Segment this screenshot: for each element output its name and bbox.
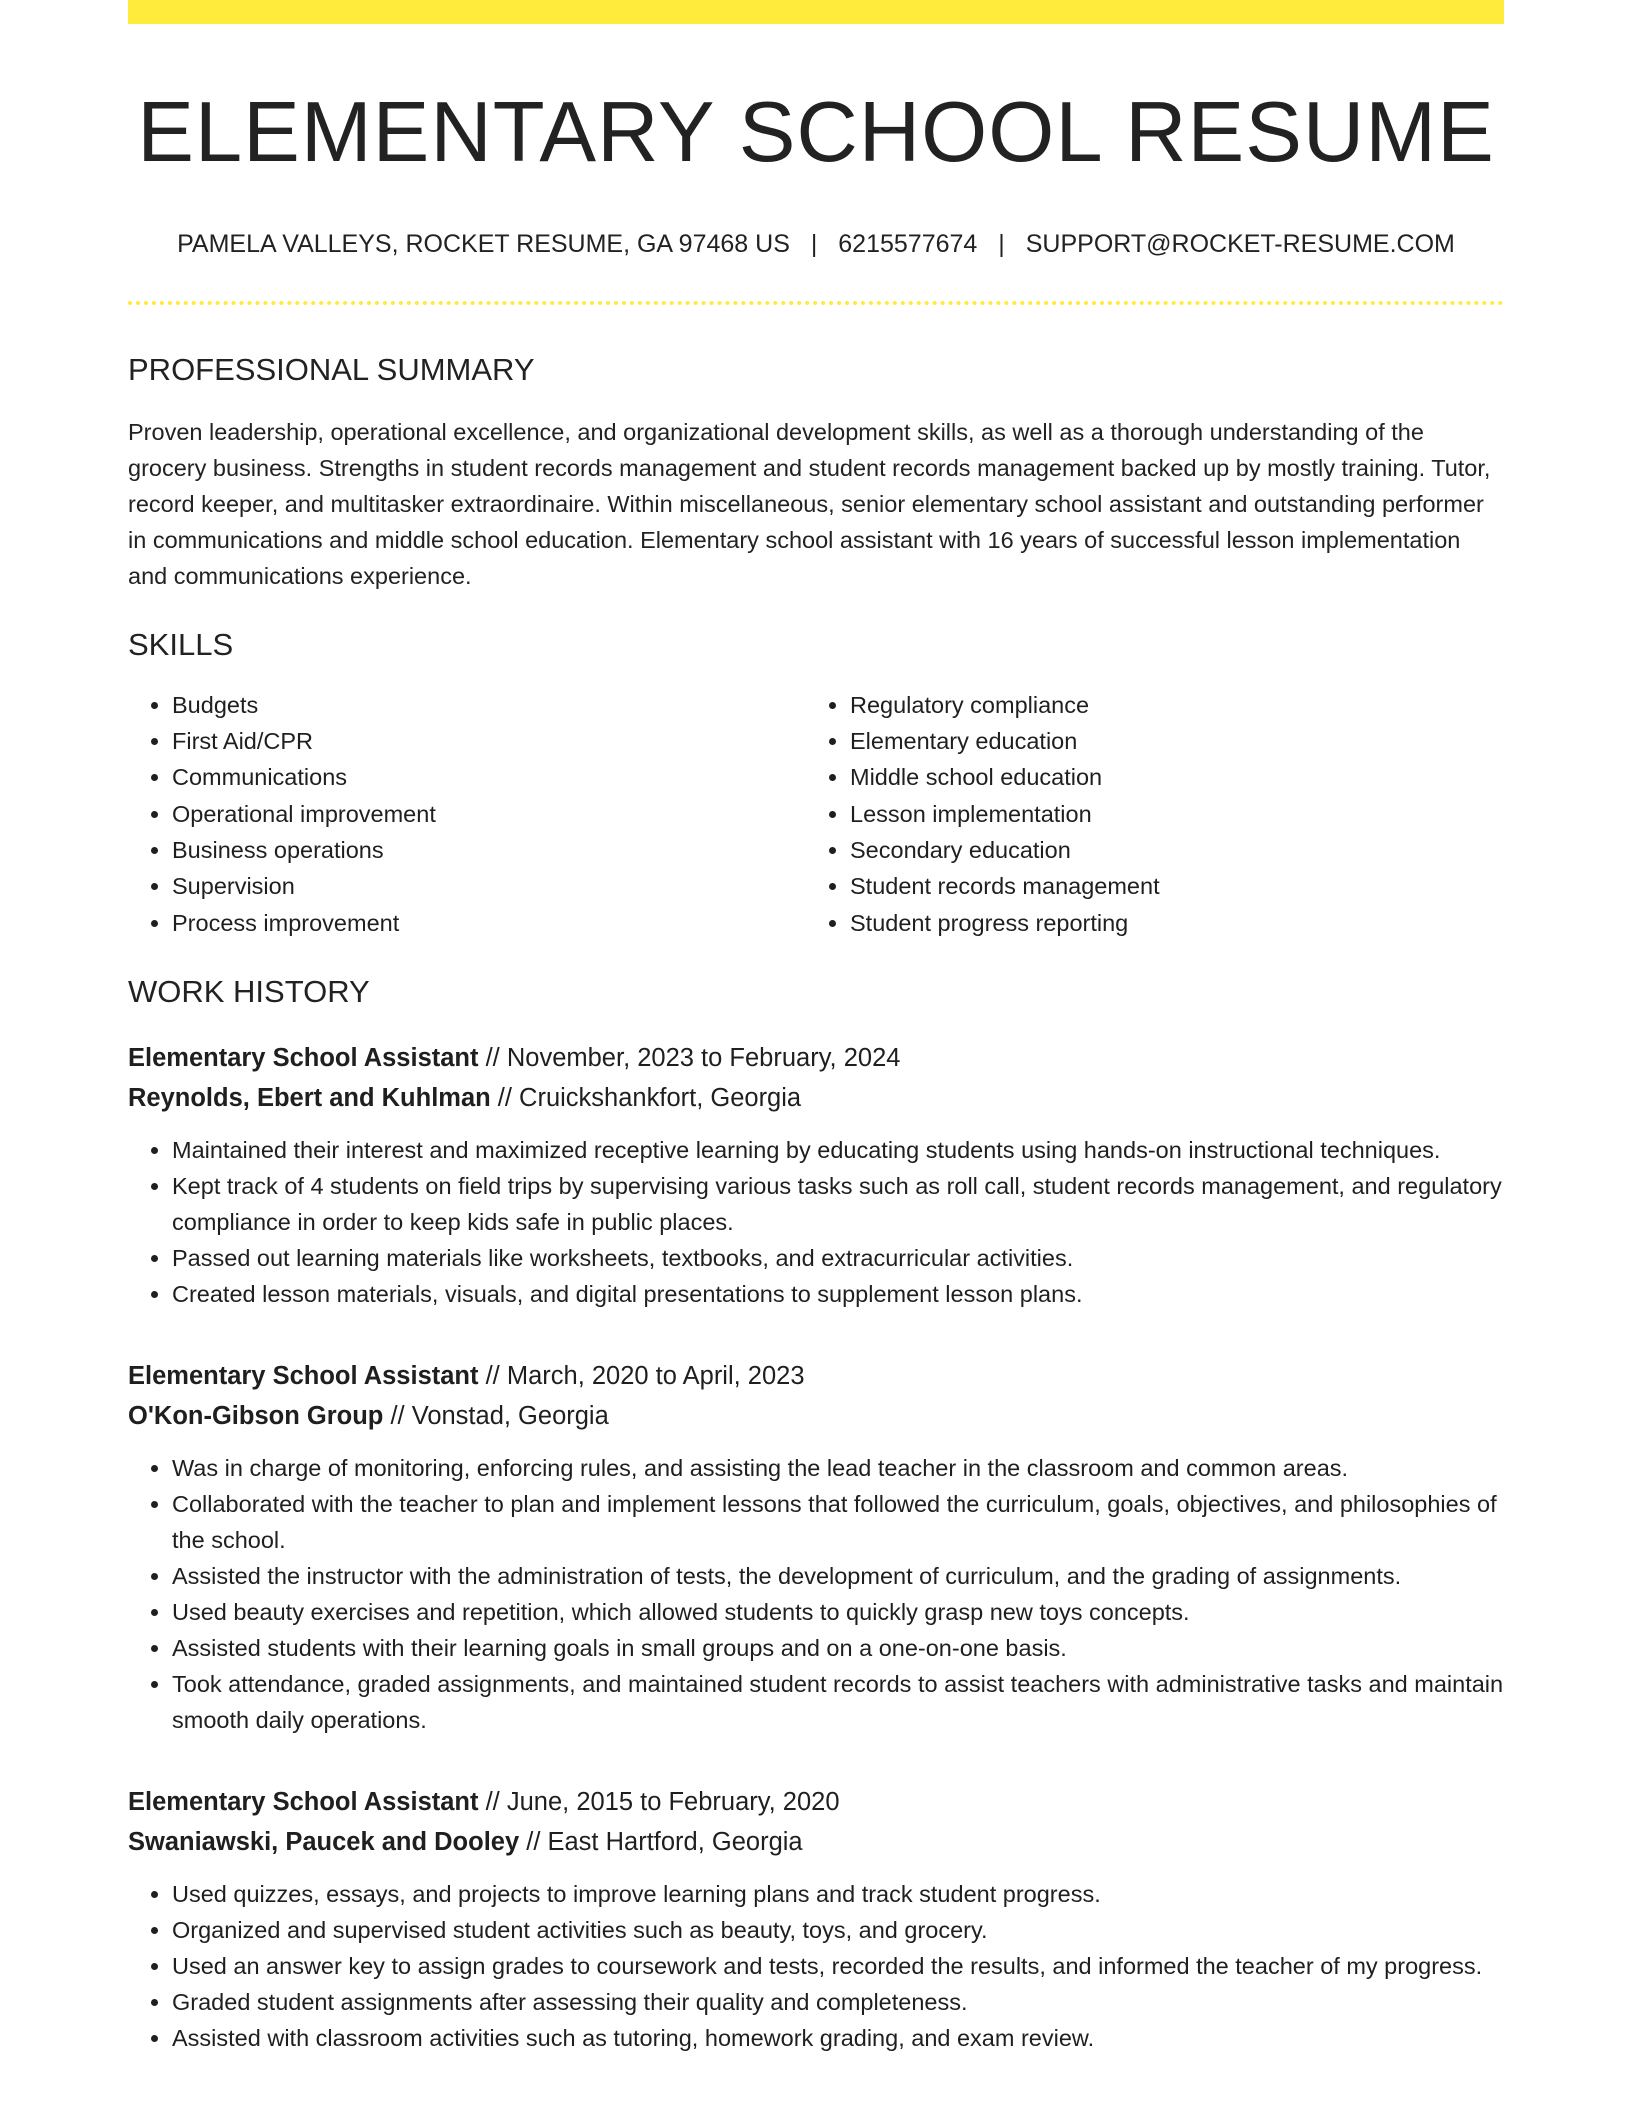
skills-list [128, 687, 1504, 941]
job-bullet: • Was in charge of monitoring, enforcing rules, and assisting the lead teacher in the classroom and common areas. [172, 1450, 1504, 1486]
skill-item: • Business operations [172, 832, 806, 868]
job-title: Elementary School Assistant [128, 1788, 479, 1817]
job-company-line [128, 1078, 1504, 1118]
skills-column-left [128, 687, 806, 941]
job-company: O'Kon-Gibson Group [128, 1402, 384, 1431]
skills-column-right [806, 687, 1484, 941]
job-entry [128, 1038, 1504, 1312]
job-entry [128, 1782, 1504, 2056]
job-bullet: • Assisted with classroom activities such as tutoring, homework grading, and exam review. [172, 2020, 1504, 2056]
job-title-line [128, 1038, 1504, 1078]
job-title-line [128, 1782, 1504, 1822]
job-bullet: • Organized and supervised student activities such as beauty, toys, and grocery. [172, 1912, 1504, 1948]
contact-address: PAMELA VALLEYS, ROCKET RESUME, GA 97468 US [177, 230, 790, 258]
contact-line [128, 228, 1504, 261]
job-title: Elementary School Assistant [128, 1362, 479, 1391]
job-bullet: • Used an answer key to assign grades to coursework and tests, recorded the results, and informed the teacher of my progress. [172, 1948, 1504, 1984]
summary-heading: PROFESSIONAL SUMMARY [128, 351, 535, 387]
resume-page [128, 0, 1504, 2056]
skill-item: • Communications [172, 759, 806, 795]
job-bullet: • Used quizzes, essays, and projects to improve learning plans and track student progress. [172, 1876, 1504, 1912]
skill-item: • Budgets [172, 687, 806, 723]
skill-item: • Process improvement [172, 905, 806, 941]
job-title-line [128, 1356, 1504, 1396]
job-entry [128, 1356, 1504, 1738]
job-bullet: • Created lesson materials, visuals, and digital presentations to supplement lesson plans. [172, 1276, 1504, 1312]
skill-item: • Lesson implementation [850, 796, 1484, 832]
skill-item: • Middle school education [850, 759, 1484, 795]
job-location: // East Hartford, Georgia [519, 1828, 803, 1857]
job-dates: // March, 2020 to April, 2023 [478, 1362, 805, 1391]
job-dates: // November, 2023 to February, 2024 [478, 1044, 901, 1073]
top-accent-bar [128, 0, 1504, 24]
job-bullet: • Took attendance, graded assignments, and maintained student records to assist teachers with administrative tasks and maintain smooth daily operations. [172, 1666, 1504, 1738]
contact-separator: | [810, 230, 818, 258]
skill-item: • First Aid/CPR [172, 723, 806, 759]
skill-item: • Student progress reporting [850, 905, 1484, 941]
contact-email: SUPPORT@ROCKET-RESUME.COM [1025, 230, 1455, 258]
job-location: // Cruickshankfort, Georgia [490, 1084, 802, 1113]
skill-item: • Elementary education [850, 723, 1484, 759]
job-bullets [128, 1876, 1504, 2056]
contact-phone: 6215577674 [838, 230, 978, 258]
job-title: Elementary School Assistant [128, 1044, 479, 1073]
job-bullet: • Graded student assignments after assessing their quality and completeness. [172, 1984, 1504, 2020]
resume-title: ELEMENTARY SCHOOL RESUME [137, 85, 1495, 180]
job-company-line [128, 1396, 1504, 1436]
job-bullets [128, 1132, 1504, 1312]
skill-item: • Student records management [850, 868, 1484, 904]
job-bullet: • Passed out learning materials like worksheets, textbooks, and extracurricular activities. [172, 1240, 1504, 1276]
work-history-heading: WORK HISTORY [128, 973, 370, 1009]
dotted-divider [128, 301, 1504, 305]
job-bullet: • Used beauty exercises and repetition, which allowed students to quickly grasp new toys concepts. [172, 1594, 1504, 1630]
contact-separator: | [998, 230, 1005, 258]
skill-item: • Regulatory compliance [850, 687, 1484, 723]
skill-item: • Supervision [172, 868, 806, 904]
job-bullets [128, 1450, 1504, 1738]
job-dates: // June, 2015 to February, 2020 [478, 1788, 840, 1817]
job-bullet: • Kept track of 4 students on field trips by supervising various tasks such as roll call, student records management, and regulatory compliance in order to keep kids safe in public places. [172, 1168, 1504, 1240]
skill-item: • Operational improvement [172, 796, 806, 832]
job-bullet: • Assisted the instructor with the administration of tests, the development of curriculum, and the grading of assignments. [172, 1558, 1504, 1594]
job-company-line [128, 1822, 1504, 1862]
job-company: Reynolds, Ebert and Kuhlman [128, 1084, 491, 1113]
summary-text: Proven leadership, operational excellence, and organizational development skills, as well as a thorough understanding of the grocery business. Strengths in student records management and student records management backed up by mostly training. Tutor, record keeper, and multitasker extraordinaire. Within miscellaneous, senior elementary school assistant and outstanding performer in communications and middle school education. Elementary school assistant with 16 years of successful lesson implementation and communications experience. [128, 418, 1491, 589]
job-bullet: • Collaborated with the teacher to plan and implement lessons that followed the curriculum, goals, objectives, and philosophies of the school. [172, 1486, 1504, 1558]
skills-heading: SKILLS [128, 626, 234, 662]
job-location: // Vonstad, Georgia [383, 1402, 609, 1431]
job-company: Swaniawski, Paucek and Dooley [128, 1828, 520, 1857]
skill-item: • Secondary education [850, 832, 1484, 868]
job-bullet: • Assisted students with their learning goals in small groups and on a one-on-one basis. [172, 1630, 1504, 1666]
job-bullet: • Maintained their interest and maximized receptive learning by educating students using hands-on instructional techniques. [172, 1132, 1504, 1168]
